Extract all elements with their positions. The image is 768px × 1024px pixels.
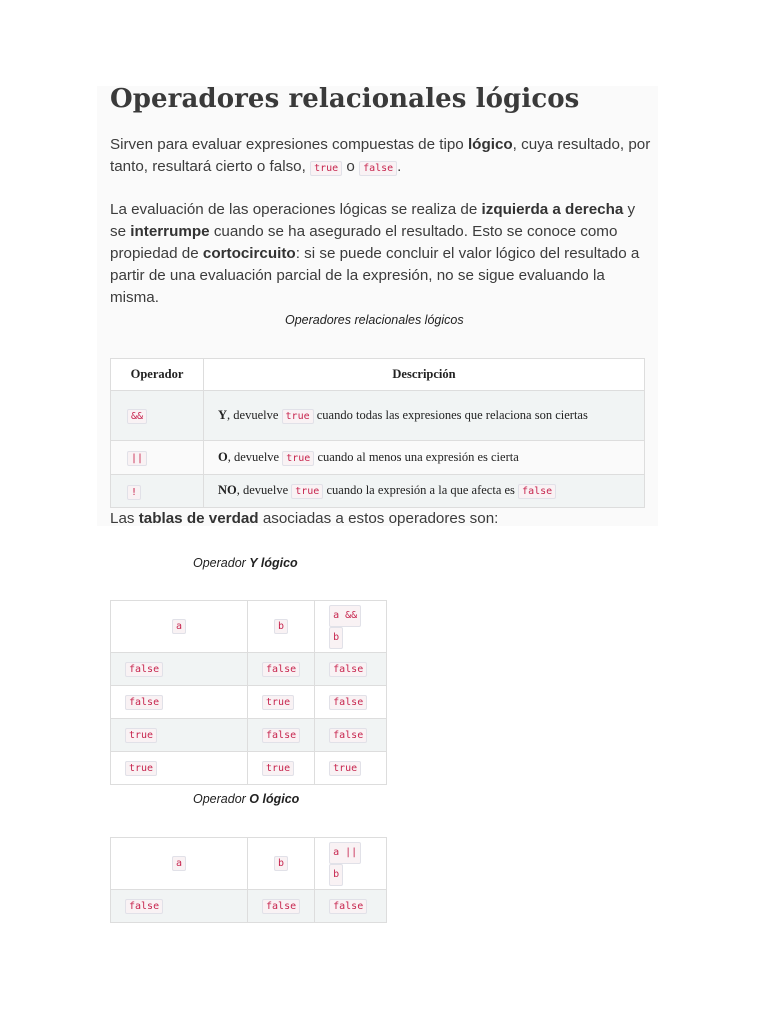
and-truth-table xyxy=(110,600,387,785)
table-row: true false false xyxy=(111,719,387,752)
operator-or: || xyxy=(127,451,147,466)
table-row: && Y, devuelve true cuando todas las expresiones que relaciona son ciertas xyxy=(111,391,645,441)
operators-table-caption: Operadores relacionales lógicos xyxy=(285,313,464,327)
truth-tables-intro: Las tablas de verdad asociadas a estos operadores son: xyxy=(110,510,499,527)
operator-not: ! xyxy=(127,485,141,500)
operator-and: && xyxy=(127,409,147,424)
intro-paragraph: Sirven para evaluar expresiones compuestas de tipo lógico, cuya resultado, por tanto, resultará cierto o falso, true o false . xyxy=(110,136,651,175)
header-description: Descripción xyxy=(204,359,645,391)
table-row: true true true xyxy=(111,752,387,785)
and-table-header: a b $\frac{a \&\&}{b}$ xyxy=(111,601,387,653)
or-table-header: a b $\frac{a ||}{b}$ xyxy=(111,838,387,890)
table-row: false true false xyxy=(111,686,387,719)
table-row: ! NO, devuelve true cuando la expresión a la que afecta es false xyxy=(111,475,645,508)
table-row: false false false xyxy=(111,653,387,686)
and-table-caption: Operador Y lógico xyxy=(193,556,298,570)
table-row: || O, devuelve true cuando al menos una expresión es cierta xyxy=(111,441,645,475)
code-false: false xyxy=(359,161,397,176)
code-true: true xyxy=(310,161,342,176)
operators-table-header xyxy=(111,359,645,391)
evaluation-paragraph: La evaluación de las operaciones lógicas se realiza de izquierda a derecha y se interrumpe cuando se ha asegurado el resultado. Esto se conoce como propiedad de cortocircuito: si se puede concluir el valor lógico del resultado a partir de una evaluación parcial de la expresión, no se sigue evaluando la misma. xyxy=(110,201,640,306)
or-truth-table xyxy=(110,837,387,923)
or-table-caption: Operador O lógico xyxy=(193,792,300,806)
header-operator: Operador xyxy=(111,359,204,391)
page-title: Operadores relacionales lógicos xyxy=(110,84,580,114)
operators-table xyxy=(110,358,645,508)
table-row: false false false xyxy=(111,890,387,923)
